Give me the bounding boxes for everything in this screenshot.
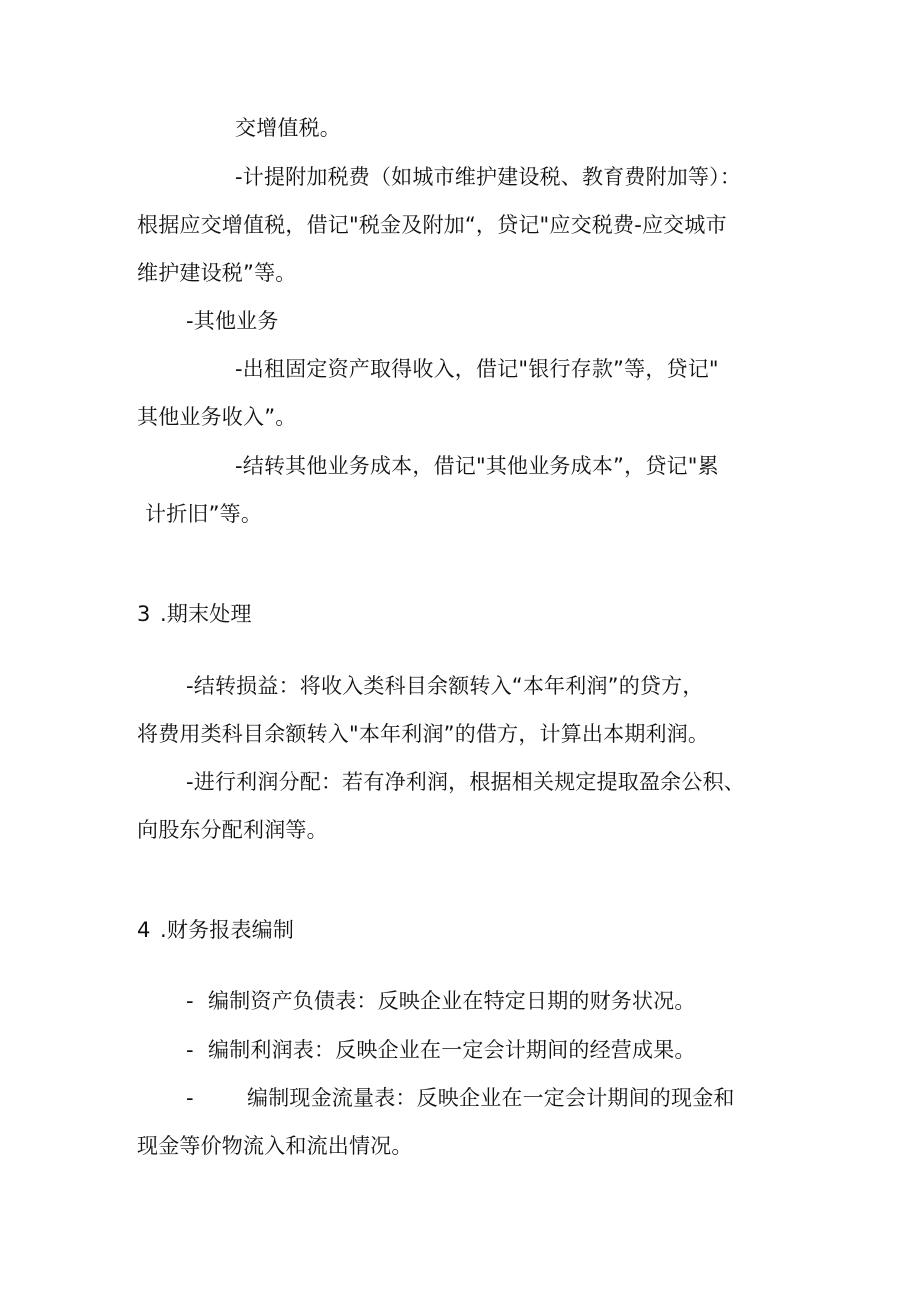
section-4-item-1: 编制资产负债表：反映企业在特定日期的财务状况。 [208, 989, 696, 1013]
other-business-item-2-line-1: -结转其他业务成本，借记"其他业务成本”，贷记"累 [235, 454, 719, 478]
section-4-item-3-bullet: - [186, 1086, 194, 1110]
section-3-item-1-line-1: -结转损益：将收入类科目余额转入“本年利润”的贷方， [186, 674, 704, 698]
vat-line-1: 交增值税。 [235, 116, 341, 140]
vat-line-3: 根据应交增值税，借记"税金及附加“，贷记"应交税费-应交城市 [137, 213, 727, 237]
other-business-heading: -其他业务 [186, 309, 279, 333]
section-3-number: 3 [137, 602, 151, 626]
section-4-title: .财务报表编制 [160, 918, 295, 942]
section-3-item-2-line-1: -进行利润分配：若有净利润，根据相关规定提取盈余公积、 [186, 770, 745, 794]
section-4-item-3-line-2: 现金等价物流入和流出情况。 [137, 1134, 413, 1158]
section-4-item-3-line-1: 编制现金流量表：反映企业在一定会计期间的现金和 [247, 1086, 735, 1110]
section-3-title: .期末处理 [160, 602, 252, 626]
other-business-item-1-line-2: 其他业务收入”。 [137, 405, 297, 429]
vat-line-4: 维护建设税”等。 [137, 261, 297, 285]
section-4-item-2: 编制利润表：反映企业在一定会计期间的经营成果。 [208, 1038, 696, 1062]
vat-line-2: -计提附加税费（如城市维护建设税、教育费附加等）： [235, 165, 742, 189]
section-3-item-2-line-2: 向股东分配利润等。 [137, 818, 328, 842]
section-4-number: 4 [137, 918, 151, 942]
section-4-item-1-bullet: - [186, 989, 194, 1013]
section-3-item-1-line-2: 将费用类科目余额转入"本年利润”的借方，计算出本期利润。 [137, 722, 710, 746]
section-4-item-2-bullet: - [186, 1038, 194, 1062]
other-business-item-1-line-1: -出租固定资产取得收入，借记"银行存款”等，贷记" [235, 357, 719, 381]
other-business-item-2-line-2: 计折旧”等。 [145, 502, 263, 526]
